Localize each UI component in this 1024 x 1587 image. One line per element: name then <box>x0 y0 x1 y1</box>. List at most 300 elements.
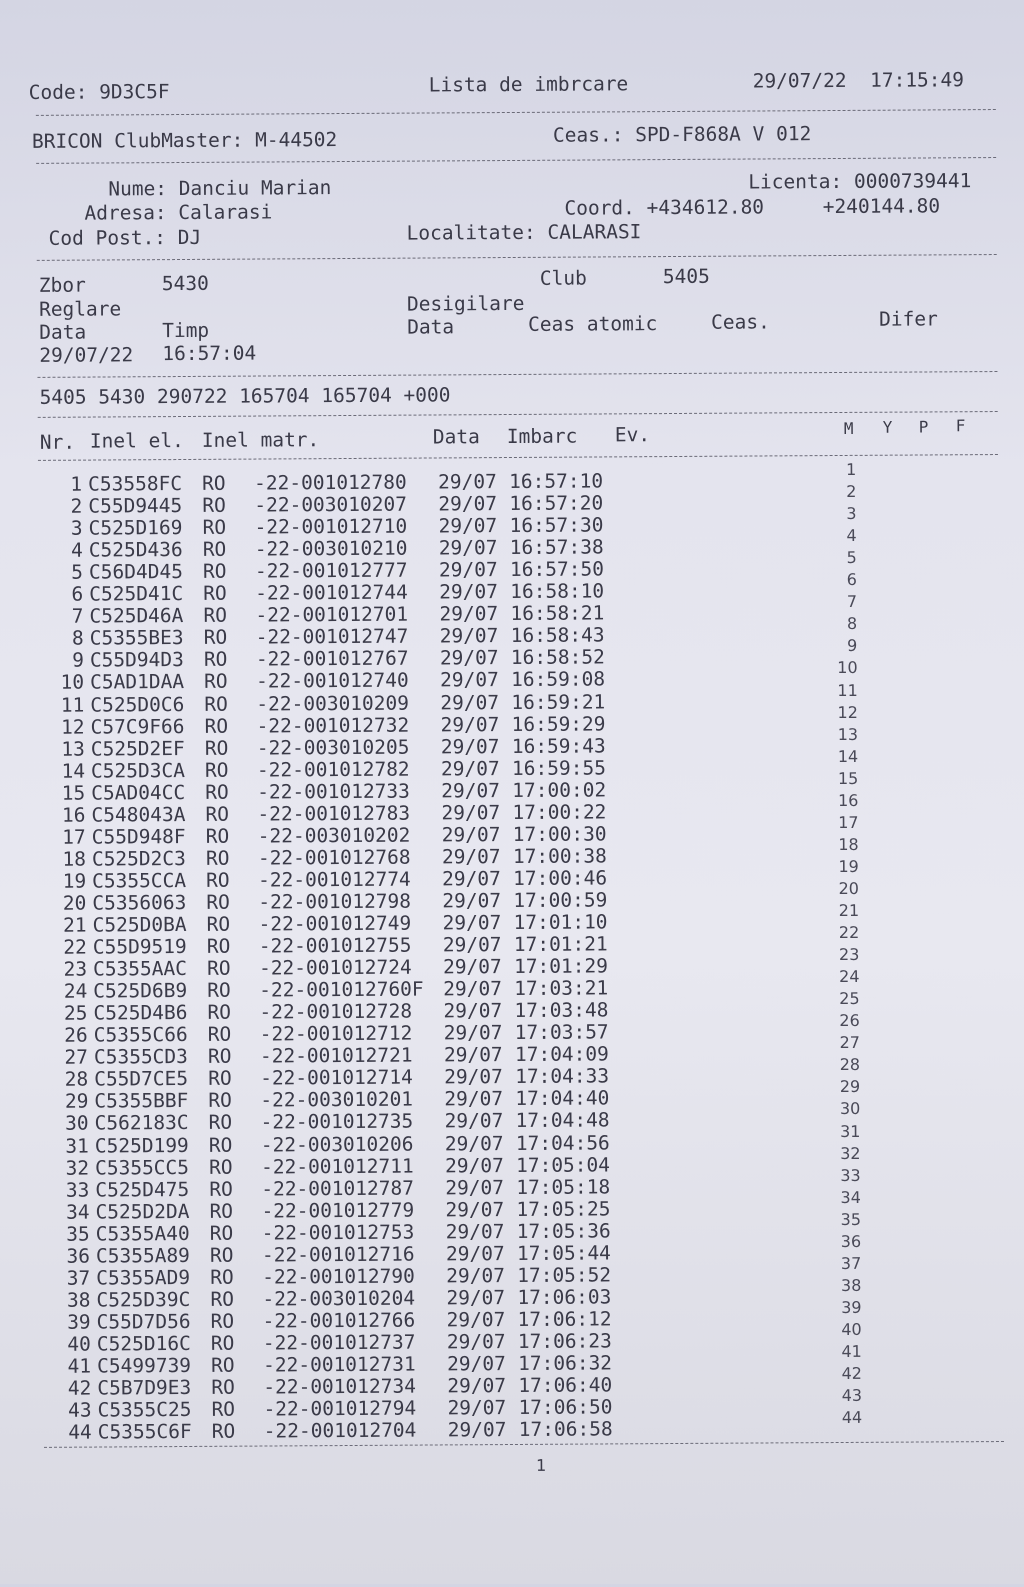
ring-serial: -22-001012768 <box>257 845 411 870</box>
basket-date: 29/07 <box>443 1021 503 1045</box>
ring-country: RO <box>209 1199 234 1223</box>
club-value: 5405 <box>662 264 710 289</box>
basket-date: 29/07 <box>441 844 501 869</box>
row-number: 35 <box>66 1222 90 1246</box>
basket-date: 29/07 <box>446 1263 505 1288</box>
electronic-ring: C5355CD3 <box>93 1045 188 1069</box>
row-number: 26 <box>64 1023 88 1047</box>
basket-date: 29/07 <box>444 1109 504 1133</box>
ring-serial: -22-001012760F <box>259 977 424 1002</box>
ring-country: RO <box>206 956 231 980</box>
ring-country: RO <box>205 802 230 826</box>
ring-country: RO <box>204 758 229 782</box>
row-number: 11 <box>60 693 85 717</box>
m-value: 43 <box>841 1385 863 1406</box>
basket-time: 17:01:29 <box>513 954 609 979</box>
m-value: 7 <box>846 592 858 612</box>
ring-country: RO <box>204 670 228 694</box>
ring-country: RO <box>202 515 227 539</box>
coordinates: Coord. +434612.80 +240144.80 <box>564 194 941 220</box>
m-value: 25 <box>839 989 860 1009</box>
electronic-ring: C5355AAC <box>92 957 188 981</box>
m-value: 34 <box>840 1187 861 1207</box>
m-value: 12 <box>837 702 858 722</box>
ring-serial: -22-003010207 <box>254 492 408 517</box>
owner-name: Nume: Danciu Marian <box>108 176 332 201</box>
ring-serial: -22-001012714 <box>260 1065 413 1090</box>
timp-label: Timp <box>162 318 210 343</box>
electronic-ring: C525D0C6 <box>90 692 185 717</box>
ring-serial: -22-001012728 <box>259 999 413 1024</box>
ring-serial: -22-001012787 <box>261 1176 414 1201</box>
ring-serial: -22-001012735 <box>260 1110 414 1134</box>
print-datetime: 29/07/22 17:15:49 <box>752 68 965 93</box>
row-number: 1 <box>70 472 83 496</box>
row-number: 41 <box>67 1354 92 1378</box>
row-number: 10 <box>60 671 85 695</box>
basket-date: 29/07 <box>447 1352 506 1376</box>
col-data: Data <box>432 425 480 449</box>
ring-serial: -22-001012767 <box>255 647 409 671</box>
basket-date: 29/07 <box>440 734 500 759</box>
ring-country: RO <box>203 648 228 672</box>
electronic-ring: C5355CC5 <box>94 1155 190 1180</box>
electronic-ring: C525D0BA <box>92 912 187 937</box>
ring-serial: -22-001012716 <box>261 1242 415 1267</box>
ring-serial: -22-003010201 <box>260 1088 414 1112</box>
ring-country: RO <box>205 780 229 804</box>
row-number: 30 <box>65 1112 89 1136</box>
m-value: 2 <box>846 481 857 501</box>
basket-time: 16:59:21 <box>511 689 606 714</box>
ring-serial: -22-001012701 <box>255 602 409 627</box>
electronic-ring: C562183C <box>94 1111 189 1135</box>
locality: Localitate: CALARASI <box>406 220 642 245</box>
ring-country: RO <box>209 1177 233 1201</box>
basket-time: 17:00:30 <box>512 822 607 846</box>
ring-country: RO <box>207 978 231 1003</box>
basket-time: 17:06:12 <box>517 1307 612 1331</box>
basket-time: 17:00:38 <box>512 844 607 868</box>
basket-time: 17:03:21 <box>514 976 609 1001</box>
electronic-ring: C525D2EF <box>90 736 185 761</box>
basket-date: 29/07 <box>444 1131 504 1155</box>
electronic-ring: C525D475 <box>95 1177 190 1202</box>
electronic-ring: C5356063 <box>92 890 187 915</box>
table-row <box>52 1417 672 1443</box>
ring-serial: -22-001012737 <box>262 1330 416 1355</box>
code-label: Code: 9D3C5F <box>28 80 170 104</box>
m-value: 3 <box>846 503 857 524</box>
electronic-ring: C548043A <box>91 802 186 827</box>
row-number: 39 <box>67 1310 91 1334</box>
basket-time: 17:04:48 <box>515 1108 610 1133</box>
basket-time: 17:06:32 <box>518 1351 613 1375</box>
separator <box>37 371 997 378</box>
electronic-ring: C55D9519 <box>92 935 187 959</box>
row-number: 17 <box>62 825 86 849</box>
m-value: 1 <box>845 459 857 479</box>
basket-date: 29/07 <box>442 889 502 913</box>
m-value: 27 <box>839 1033 860 1053</box>
reglare-date: 29/07/22 <box>39 343 134 367</box>
ring-serial: -22-001012794 <box>263 1396 417 1421</box>
ring-country: RO <box>207 1000 232 1025</box>
clock-model: Ceas.: SPD-F868A V 012 <box>552 122 812 147</box>
m-value: 14 <box>837 746 859 766</box>
electronic-ring: C525D6B9 <box>93 979 188 1003</box>
basket-date: 29/07 <box>445 1241 505 1266</box>
basket-date: 29/07 <box>441 778 501 803</box>
desig-data-label: Data <box>407 315 455 339</box>
electronic-ring: C57C9F66 <box>90 714 185 739</box>
electronic-ring: C5355AD9 <box>96 1265 191 1290</box>
m-value: 36 <box>840 1231 862 1251</box>
row-number: 22 <box>63 935 87 959</box>
electronic-ring: C525D3CA <box>90 758 186 783</box>
ring-serial: -22-001012755 <box>258 933 412 958</box>
basket-date: 29/07 <box>442 955 502 979</box>
m-value: 31 <box>840 1121 861 1141</box>
row-number: 42 <box>67 1376 92 1400</box>
desigilare-label: Desigilare <box>406 291 525 316</box>
m-value: 32 <box>840 1143 861 1163</box>
basket-date: 29/07 <box>439 580 498 604</box>
electronic-ring: C5355BE3 <box>89 626 184 650</box>
ring-country: RO <box>211 1375 235 1399</box>
ceas-atomic-label: Ceas atomic <box>528 312 658 336</box>
ring-country: RO <box>206 890 230 914</box>
ring-country: RO <box>208 1089 232 1113</box>
m-value: 26 <box>839 1011 860 1031</box>
ring-country: RO <box>210 1331 235 1355</box>
basket-date: 29/07 <box>447 1396 507 1420</box>
electronic-ring: C55D948F <box>91 824 186 849</box>
electronic-ring: C525D436 <box>88 538 183 562</box>
row-number: 7 <box>71 604 84 628</box>
basket-date: 29/07 <box>438 536 498 560</box>
basket-time: 17:00:46 <box>513 866 608 890</box>
basket-date: 29/07 <box>440 668 499 692</box>
basket-time: 17:06:03 <box>517 1285 612 1309</box>
basket-date: 29/07 <box>442 866 501 891</box>
ring-country: RO <box>206 868 230 892</box>
row-number: 28 <box>64 1067 89 1092</box>
basket-time: 17:01:21 <box>513 932 608 957</box>
basket-date: 29/07 <box>438 514 498 538</box>
m-value: 5 <box>846 548 857 568</box>
row-number: 33 <box>65 1178 90 1202</box>
col-inel-el: Inel el. <box>89 428 184 453</box>
row-number: 38 <box>66 1288 91 1312</box>
row-number: 16 <box>61 803 86 827</box>
ring-serial: -22-001012711 <box>260 1154 414 1179</box>
electronic-ring: C5355A40 <box>95 1221 190 1246</box>
m-value: 41 <box>841 1341 862 1361</box>
ring-serial: -22-001012710 <box>254 514 408 539</box>
ring-country: RO <box>211 1397 236 1421</box>
ring-country: RO <box>210 1265 234 1289</box>
ring-country: RO <box>202 537 227 562</box>
row-number: 8 <box>71 626 84 651</box>
m-value: 33 <box>840 1165 861 1185</box>
col-nr: Nr. <box>39 430 76 454</box>
basket-time: 16:57:20 <box>509 491 604 516</box>
ring-country: RO <box>204 692 228 716</box>
electronic-ring: C525D2C3 <box>91 846 186 871</box>
document-title: Lista de imbrcare <box>428 72 629 97</box>
basket-time: 17:05:25 <box>516 1197 611 1221</box>
electronic-ring: C5355C66 <box>93 1023 188 1047</box>
ring-serial: -22-001012721 <box>259 1043 413 1068</box>
separator <box>36 109 996 116</box>
basket-date: 29/07 <box>444 1065 503 1089</box>
ring-serial: -22-001012731 <box>263 1352 416 1377</box>
ring-country: RO <box>203 604 228 628</box>
ring-country: RO <box>209 1243 234 1267</box>
row-number: 37 <box>66 1266 91 1290</box>
data-label: Data <box>39 320 87 344</box>
basket-date: 29/07 <box>445 1175 505 1200</box>
postal-code: Cod Post.: DJ <box>48 225 202 250</box>
ring-serial: -22-003010204 <box>262 1286 416 1311</box>
basket-time: 17:05:44 <box>516 1241 611 1265</box>
m-value: 13 <box>837 724 859 744</box>
m-value: 6 <box>846 570 857 590</box>
basket-time: 16:57:30 <box>509 513 604 538</box>
club-label: Club <box>539 266 587 290</box>
ring-country: RO <box>206 912 231 936</box>
electronic-ring: C53558FC <box>88 472 183 496</box>
row-number: 19 <box>62 869 87 893</box>
ring-country: RO <box>208 1133 233 1157</box>
basket-date: 29/07 <box>443 1043 503 1067</box>
m-value: 24 <box>839 967 860 987</box>
ring-country: RO <box>209 1221 234 1245</box>
separator <box>38 411 998 418</box>
basket-time: 17:00:59 <box>513 888 608 912</box>
m-value: 16 <box>837 790 859 810</box>
ring-serial: -22-001012712 <box>259 1021 413 1046</box>
col-imbarc: Imbarc <box>506 424 578 449</box>
m-value: 10 <box>837 658 858 678</box>
ring-country: RO <box>202 559 227 584</box>
basket-date: 29/07 <box>438 558 498 582</box>
basket-date: 29/07 <box>447 1418 507 1442</box>
basket-date: 29/07 <box>440 756 500 781</box>
row-number: 3 <box>70 516 83 540</box>
ring-country: RO <box>204 736 229 760</box>
col-ev: Ev. <box>614 423 651 447</box>
m-value: 29 <box>839 1077 861 1097</box>
basket-time: 16:57:38 <box>509 535 604 560</box>
electronic-ring: C55D7CE5 <box>94 1067 189 1091</box>
col-y: Y <box>882 417 893 437</box>
electronic-ring: C5355A89 <box>95 1243 190 1268</box>
ring-serial: -22-001012782 <box>256 757 410 782</box>
basket-date: 29/07 <box>439 624 499 648</box>
m-value: 11 <box>837 680 858 700</box>
m-value: 40 <box>841 1319 862 1339</box>
ring-serial: -22-001012780 <box>254 470 407 495</box>
ring-country: RO <box>205 824 230 848</box>
m-value: 18 <box>838 834 859 854</box>
basket-date: 29/07 <box>446 1307 506 1332</box>
electronic-ring: C5355C25 <box>97 1398 192 1422</box>
ring-country: RO <box>210 1309 235 1333</box>
ring-serial: -22-001012774 <box>258 867 411 892</box>
basket-date: 29/07 <box>441 800 501 825</box>
difer-label: Difer <box>879 307 938 331</box>
col-f: F <box>955 416 966 436</box>
row-number: 25 <box>63 1001 88 1025</box>
ring-country: RO <box>207 1045 232 1069</box>
basket-time: 17:05:36 <box>516 1219 611 1243</box>
reglare-time: 16:57:04 <box>162 341 257 366</box>
ring-serial: -22-001012753 <box>261 1220 415 1245</box>
basket-date: 29/07 <box>443 999 503 1023</box>
basket-time: 17:03:57 <box>514 1020 609 1045</box>
owner-address: Adresa: Calarasi <box>84 200 273 225</box>
row-number: 20 <box>62 891 87 915</box>
row-number: 18 <box>62 847 86 871</box>
basket-time: 16:59:29 <box>511 711 606 736</box>
electronic-ring: C525D39C <box>96 1287 191 1312</box>
col-p: P <box>918 417 929 437</box>
electronic-ring: C55D9445 <box>88 494 183 518</box>
basket-time: 17:00:22 <box>512 800 607 824</box>
electronic-ring: C5B7D9E3 <box>97 1376 192 1400</box>
row-number: 40 <box>67 1332 91 1356</box>
row-number: 2 <box>70 494 83 518</box>
ring-serial: -22-001012734 <box>263 1374 417 1399</box>
ring-country: RO <box>208 1155 233 1179</box>
row-number: 27 <box>64 1045 89 1070</box>
row-number: 9 <box>72 649 84 673</box>
basket-date: 29/07 <box>445 1197 505 1222</box>
row-number: 44 <box>68 1420 92 1444</box>
m-value: 30 <box>839 1099 861 1119</box>
basket-time: 16:59:55 <box>511 756 607 780</box>
m-value: 4 <box>846 526 857 546</box>
basket-time: 17:03:48 <box>514 998 609 1023</box>
basket-time: 17:06:40 <box>518 1373 613 1398</box>
m-value: 42 <box>841 1363 862 1384</box>
basket-date: 29/07 <box>442 933 502 957</box>
ring-serial: -22-001012744 <box>255 580 408 605</box>
basket-time: 17:01:10 <box>513 910 608 934</box>
m-value: 9 <box>847 636 858 656</box>
m-value: 37 <box>840 1253 862 1273</box>
basket-date: 29/07 <box>440 690 500 714</box>
m-value: 38 <box>840 1275 862 1295</box>
ring-serial: -22-003010209 <box>256 691 410 716</box>
basket-time: 17:05:04 <box>515 1152 611 1177</box>
basket-time: 16:58:52 <box>510 645 605 670</box>
electronic-ring: C5355BBF <box>94 1089 189 1113</box>
electronic-ring: C56D4D45 <box>88 560 183 584</box>
m-value: 20 <box>838 878 860 898</box>
zbor-value: 5430 <box>161 271 209 296</box>
electronic-ring: C525D16C <box>96 1331 191 1356</box>
electronic-ring: C525D4B6 <box>93 1001 188 1025</box>
row-number: 34 <box>65 1200 90 1224</box>
basket-date: 29/07 <box>438 492 498 516</box>
ring-country: RO <box>202 471 226 495</box>
ring-country: RO <box>207 1022 232 1047</box>
m-value: 28 <box>839 1055 861 1075</box>
ring-serial: -22-003010202 <box>257 823 411 848</box>
ring-serial: -22-001012777 <box>254 558 408 583</box>
basket-time: 17:06:23 <box>517 1329 612 1353</box>
basket-date: 29/07 <box>438 470 497 494</box>
col-inel-matr: Inel matr. <box>201 428 320 452</box>
electronic-ring: C55D94D3 <box>89 648 184 672</box>
basket-date: 29/07 <box>443 977 503 1001</box>
electronic-ring: C5499739 <box>97 1353 192 1378</box>
electronic-ring: C5AD1DAA <box>90 670 185 695</box>
ring-serial: -22-001012798 <box>258 889 412 914</box>
ring-country: RO <box>211 1353 235 1377</box>
basket-time: 17:06:50 <box>518 1395 613 1420</box>
ring-serial: -22-003010210 <box>254 536 408 561</box>
m-value: 44 <box>841 1408 863 1428</box>
basket-time: 16:57:50 <box>509 557 604 582</box>
row-number: 14 <box>61 759 86 783</box>
basket-time: 17:04:33 <box>515 1064 610 1089</box>
row-number: 5 <box>71 560 84 584</box>
basket-time: 16:58:10 <box>510 579 605 604</box>
ring-serial: -22-001012747 <box>255 624 409 649</box>
electronic-ring: C525D199 <box>94 1133 189 1158</box>
basket-time: 17:04:40 <box>515 1086 610 1111</box>
row-number: 6 <box>71 582 84 606</box>
basket-date: 29/07 <box>444 1087 504 1111</box>
basket-date: 29/07 <box>441 822 501 847</box>
m-value: 21 <box>838 900 860 921</box>
row-number: 29 <box>64 1089 89 1114</box>
basket-time: 16:57:10 <box>509 469 604 494</box>
ring-serial: -22-001012724 <box>258 955 412 980</box>
basket-date: 29/07 <box>447 1374 507 1398</box>
separator <box>37 254 997 261</box>
ring-country: RO <box>203 581 227 606</box>
basket-date: 29/07 <box>439 646 499 670</box>
electronic-ring: C5AD04CC <box>91 780 186 805</box>
row-number: 24 <box>63 979 88 1003</box>
basket-time: 16:59:43 <box>511 734 606 758</box>
license-number: Licenta: 0000739441 <box>748 169 972 194</box>
ring-country: RO <box>204 714 229 738</box>
clubmaster-id: BRICON ClubMaster: M-44502 <box>31 128 338 153</box>
m-value: 23 <box>838 944 860 965</box>
ring-serial: -22-001012704 <box>263 1418 417 1443</box>
ring-serial: -22-001012783 <box>257 801 411 826</box>
basket-date: 29/07 <box>445 1219 505 1244</box>
ring-country: RO <box>210 1287 234 1311</box>
m-value: 39 <box>841 1297 862 1317</box>
electronic-ring: C525D169 <box>88 516 183 540</box>
row-number: 43 <box>67 1398 92 1422</box>
basket-time: 17:04:56 <box>515 1130 610 1155</box>
electronic-ring: C5355CCA <box>92 868 187 893</box>
row-number: 15 <box>61 781 86 805</box>
ring-country: RO <box>211 1419 236 1443</box>
basket-date: 29/07 <box>444 1153 504 1177</box>
m-value: 8 <box>846 614 858 634</box>
ring-serial: -22-001012766 <box>262 1308 416 1333</box>
ceas-label: Ceas. <box>711 310 770 334</box>
